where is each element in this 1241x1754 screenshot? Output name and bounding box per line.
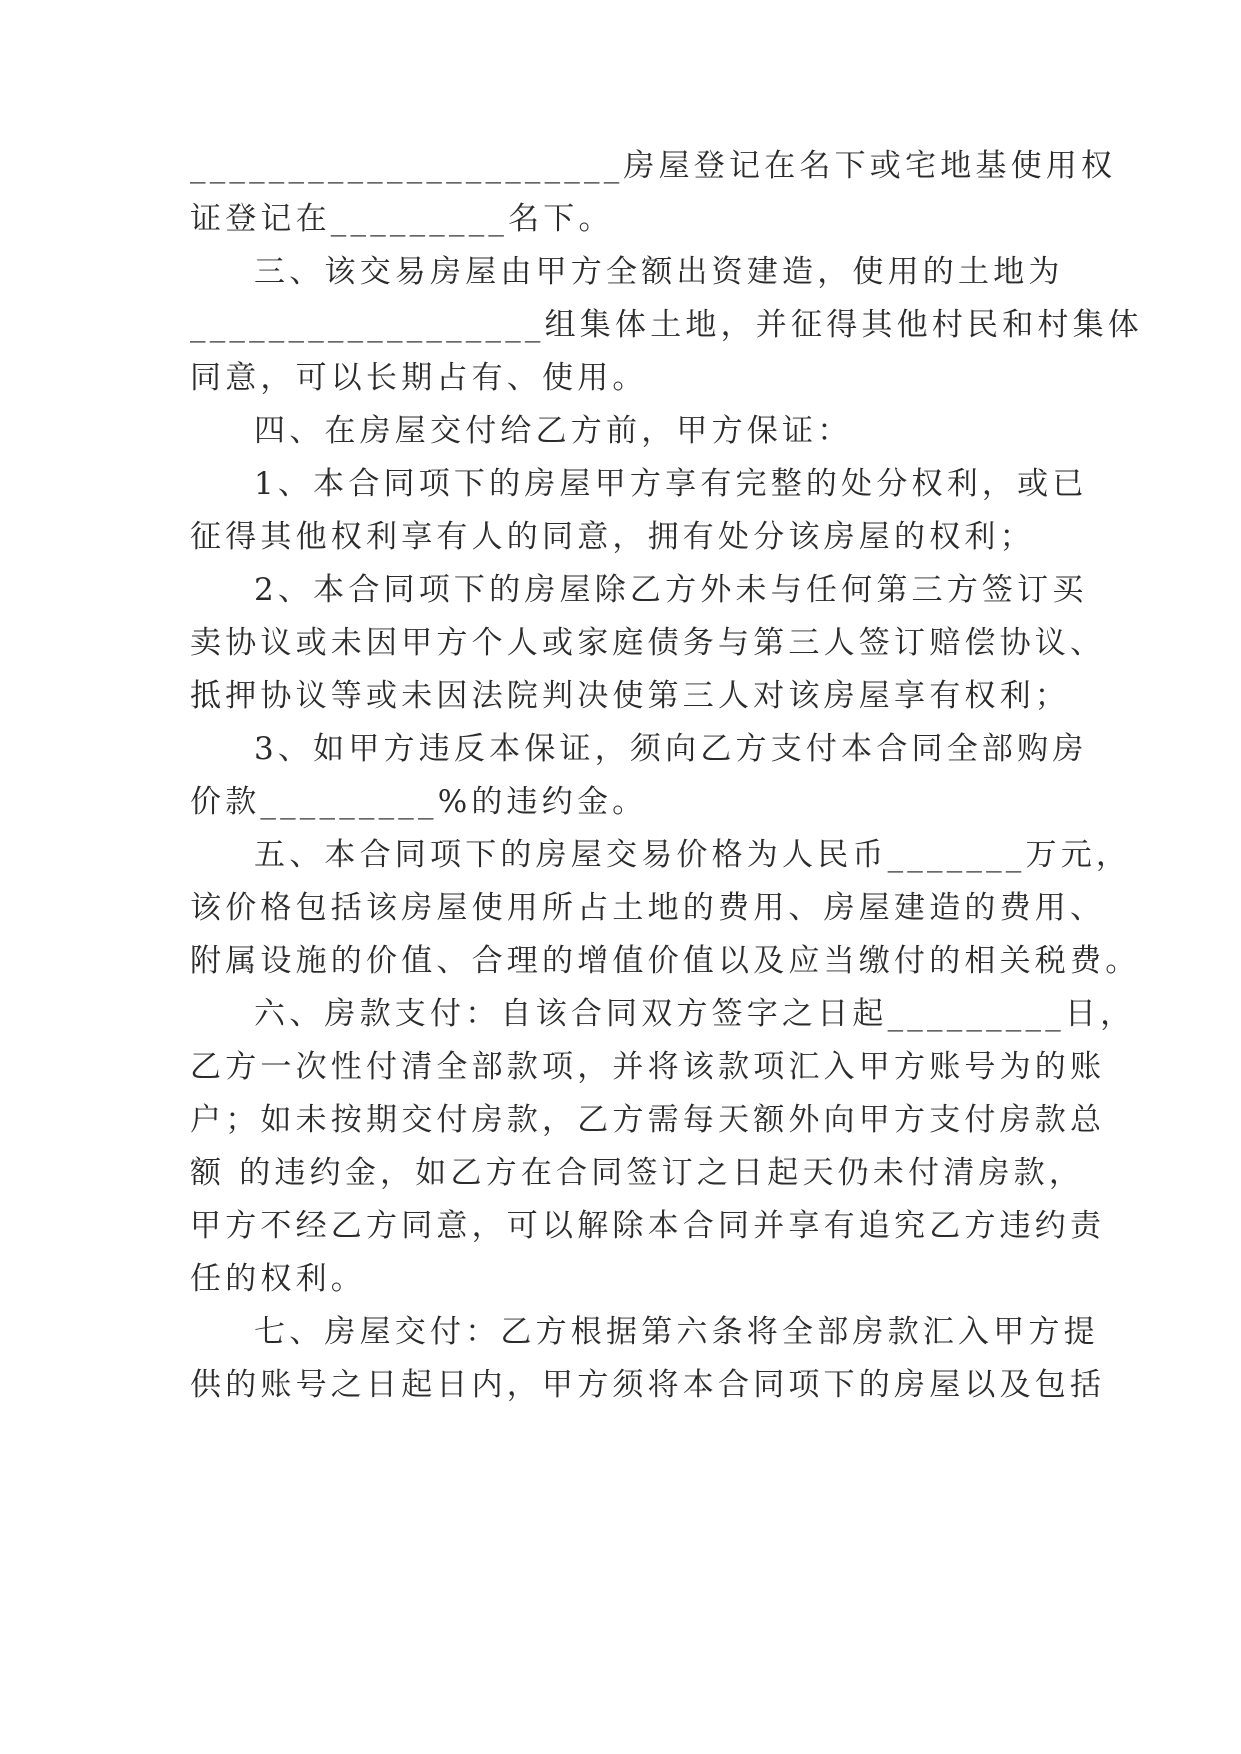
- clause-4-heading: 四、在房屋交付给乙方前，甲方保证：: [254, 413, 853, 449]
- clause-3-heading: 三、该交易房屋由甲方全额出资建造，使用的土地为: [254, 254, 1064, 290]
- item-3-line-1: 3、如甲方违反本保证，须向乙方支付本合同全部购房: [254, 731, 1088, 767]
- clause-6-line-4: 额 的违约金，如乙方在合同签订之日起天仍未付清房款，: [190, 1155, 1085, 1191]
- clause-6-line-5: 甲方不经乙方同意，可以解除本合同并享有追究乙方违约责: [190, 1208, 1106, 1244]
- clause-5-line-2: 该价格包括该房屋使用所占土地的费用、房屋建造的费用、: [190, 890, 1106, 926]
- clause-7-heading: 七、房屋交付：乙方根据第六条将全部房款汇入甲方提: [254, 1314, 1099, 1350]
- item-2-line-3: 抵押协议等或未因法院判决使第三人对该房屋享有权利；: [190, 678, 1070, 714]
- text-line-4: __________________组集体土地，并征得其他村民和村集体: [190, 307, 1143, 343]
- clause-6-heading: 六、房款支付：自该合同双方签字之日起_________日，: [254, 996, 1136, 1032]
- clause-7-line-2: 供的账号之日起日内，甲方须将本合同项下的房屋以及包括: [190, 1367, 1106, 1403]
- clause-6-line-6: 任的权利。: [190, 1261, 366, 1297]
- item-2-line-1: 2、本合同项下的房屋除乙方外未与任何第三方签订买: [254, 572, 1088, 608]
- clause-6-line-3: 户；如未按期交付房款，乙方需每天额外向甲方支付房款总: [190, 1102, 1106, 1138]
- item-1-line-1: 1、本合同项下的房屋甲方享有完整的处分权利，或已: [254, 466, 1088, 502]
- clause-6-line-2: 乙方一次性付清全部款项，并将该款项汇入甲方账号为的账: [190, 1049, 1106, 1085]
- item-3-line-2: 价款_________%的违约金。: [190, 784, 648, 820]
- text-line-2: 证登记在_________名下。: [190, 201, 614, 237]
- clause-5-heading: 五、本合同项下的房屋交易价格为人民币_______万元，: [254, 837, 1132, 873]
- clause-5-line-3: 附属设施的价值、合理的增值价值以及应当缴付的相关税费。: [190, 943, 1141, 979]
- text-line-5: 同意，可以长期占有、使用。: [190, 360, 648, 396]
- item-1-line-2: 征得其他权利享有人的同意，拥有处分该房屋的权利；: [190, 519, 1035, 555]
- item-2-line-2: 卖协议或未因甲方个人或家庭债务与第三人签订赔偿协议、: [190, 625, 1106, 661]
- text-line-1: ______________________房屋登记在名下或宅地基使用权: [190, 148, 1117, 184]
